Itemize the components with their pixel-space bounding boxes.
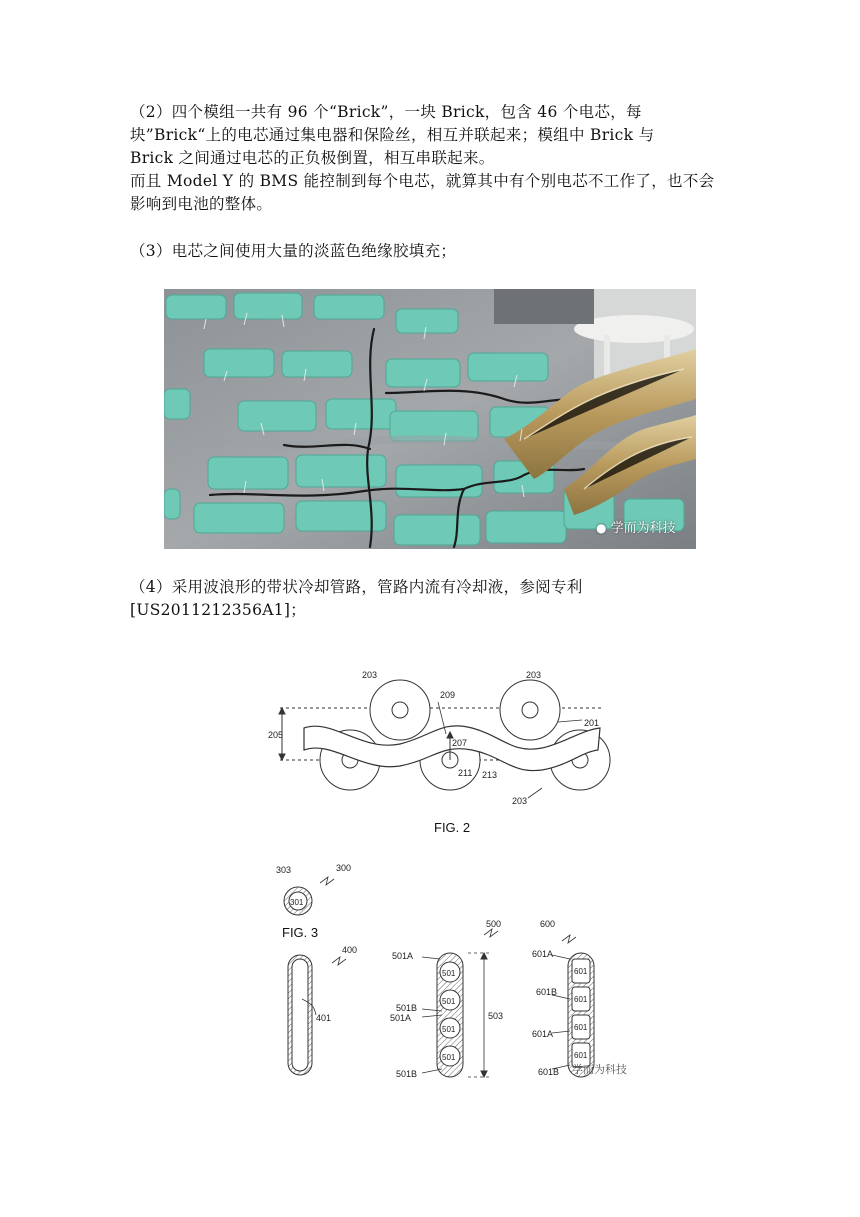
label-401: 401 <box>316 1013 332 1023</box>
label-501B-mid: 501B <box>396 1003 418 1013</box>
label-205: 205 <box>268 730 284 740</box>
label-301: 301 <box>290 898 304 907</box>
label-207: 207 <box>452 738 468 748</box>
figure-caption: FIG. 3 <box>282 925 319 940</box>
text-line: （3）电芯之间使用大量的淡蓝色绝缘胶填充； <box>130 242 457 260</box>
paragraph-brick-description <box>130 101 750 216</box>
label-501A-top: 501A <box>392 951 414 961</box>
text-line: 而且 Model Y 的 BMS 能控制到每个电芯，就算其中有个别电芯不工作了，也不会 <box>130 172 715 190</box>
label-601B-bottom: 601B <box>538 1067 560 1077</box>
label-500: 500 <box>486 919 502 929</box>
label-209: 209 <box>440 690 456 700</box>
label-203-bottom: 203 <box>512 796 528 806</box>
label-600: 600 <box>540 919 556 929</box>
label-303: 303 <box>276 865 292 875</box>
text-line: [US2011212356A1]； <box>130 601 307 619</box>
battery-pack-photo <box>164 289 696 549</box>
label-501B-bottom: 501B <box>396 1069 418 1079</box>
label-201: 201 <box>584 718 600 728</box>
cell-501: 501 <box>442 1025 456 1034</box>
label-211: 211 <box>458 768 473 778</box>
text-line: （2）四个模组一共有 96 个“Brick”，一块 Brick，包含 46 个电芯，每 <box>130 103 642 121</box>
watermark-text: 学而为科技 <box>572 1063 627 1076</box>
label-601B-mid: 601B <box>536 987 558 997</box>
paragraph-cooling-tube <box>130 576 750 622</box>
watermark-label <box>596 517 676 536</box>
patent-figure-2 <box>262 660 622 840</box>
label-213: 213 <box>482 770 498 780</box>
label-400: 400 <box>342 945 358 955</box>
cell-501: 501 <box>442 997 456 1006</box>
cell-501: 501 <box>442 969 456 978</box>
cell-601: 601 <box>574 995 588 1004</box>
paragraph-insulation-glue <box>130 240 750 263</box>
label-601A-top: 601A <box>532 949 554 959</box>
text-line: 影响到电池的整体。 <box>130 195 273 213</box>
label-203-top-left: 203 <box>362 670 378 680</box>
text-line: （4）采用波浪形的带状冷却管路，管路内流有冷却液，参阅专利 <box>130 578 583 596</box>
text-line: 块”Brick“上的电芯通过集电器和保险丝，相互并联起来；模组中 Brick 与 <box>130 126 655 144</box>
patent-figure-3 <box>262 855 652 1085</box>
cell-601: 601 <box>574 1051 588 1060</box>
cell-601: 601 <box>574 967 588 976</box>
label-203-top-right: 203 <box>526 670 542 680</box>
cell-501: 501 <box>442 1053 456 1062</box>
label-503: 503 <box>488 1011 504 1021</box>
watermark-text: 学而为科技 <box>610 521 676 536</box>
label-501A-mid: 501A <box>390 1013 412 1023</box>
wechat-icon: ● <box>596 521 607 535</box>
cell-601: 601 <box>574 1023 588 1032</box>
figure-caption: FIG. 2 <box>434 820 471 835</box>
label-300: 300 <box>336 863 352 873</box>
text-line: Brick 之间通过电芯的正负极倒置，相互串联起来。 <box>130 149 495 167</box>
label-601A-mid: 601A <box>532 1029 554 1039</box>
